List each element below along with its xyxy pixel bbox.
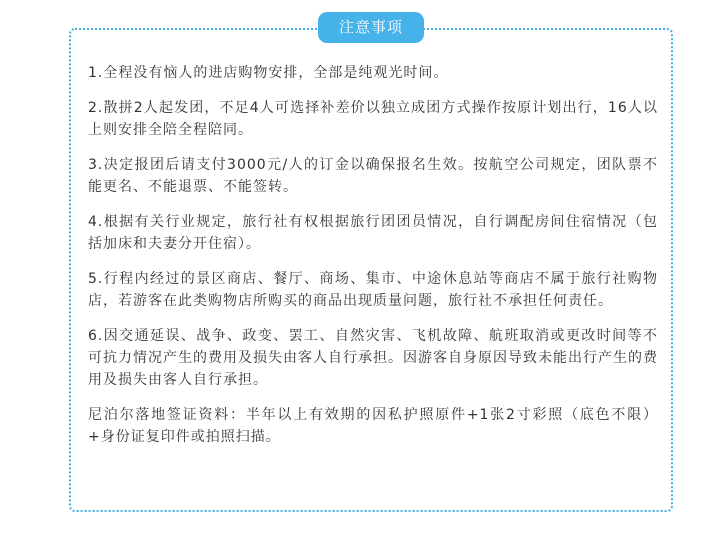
visa-requirements: 尼泊尔落地签证资料：半年以上有效期的因私护照原件+1张2寸彩照（底色不限）+身份证复印件或拍照扫描。 <box>88 407 658 445</box>
notice-item-6: 6.因交通延误、战争、政变、罢工、自然灾害、飞机故障、航班取消或更改时间等不可抗力情况产生的费用及损失由客人自行承担。因游客自身原因导致未能出行产生的费用及损失由客人自行承担。 <box>88 328 658 388</box>
notice-item-3: 3.决定报团后请支付3000元/人的订金以确保报名生效。按航空公司规定，团队票不能更名、不能退票、不能签转。 <box>88 157 658 195</box>
notice-item-4: 4.根据有关行业规定，旅行社有权根据旅行团团员情况，自行调配房间住宿情况（包括加床和夫妻分开住宿）。 <box>88 214 658 252</box>
notice-item-1: 1.全程没有恼人的进店购物安排，全部是纯观光时间。 <box>88 65 449 81</box>
notice-item-2: 2.散拼2人起发团，不足4人可选择补差价以独立成团方式操作按原计划出行，16人以上则安排全陪全程陪同。 <box>88 100 658 138</box>
notice-list <box>88 62 658 461</box>
notice-item-5: 5.行程内经过的景区商店、餐厅、商场、集市、中途休息站等商店不属于旅行社购物店，若游客在此类购物店所购买的商品出现质量问题，旅行社不承担任何责任。 <box>88 271 658 309</box>
notice-title: 注意事项 <box>318 12 424 43</box>
